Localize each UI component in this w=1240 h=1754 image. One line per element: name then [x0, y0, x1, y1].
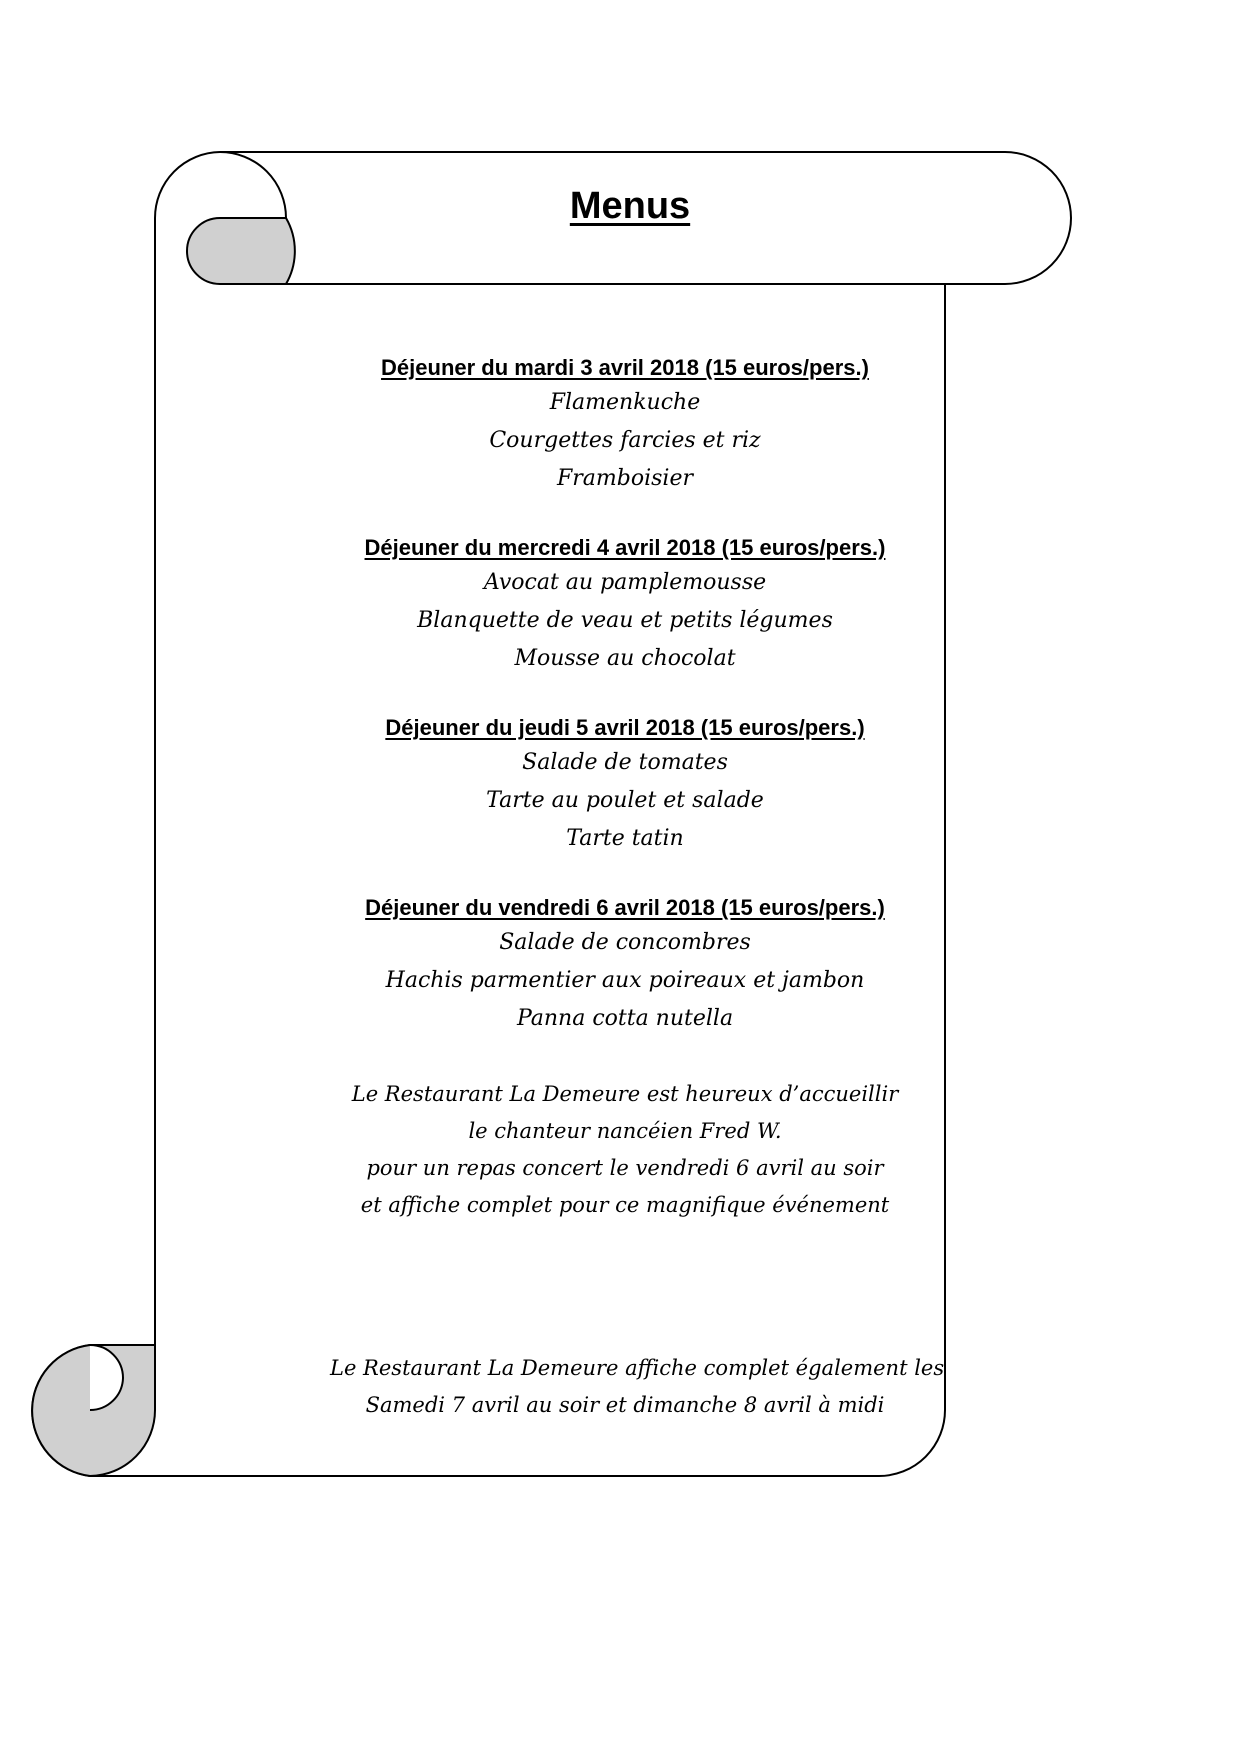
dish-starter: Salade de tomates: [522, 750, 728, 775]
dish-starter: Salade de concombres: [499, 930, 751, 955]
announcement-line: et affiche complet pour ce magnifique événement: [360, 1193, 890, 1217]
page-title: Menus: [569, 185, 691, 227]
concert-announcement: [330, 1076, 920, 1224]
menu-content: [330, 352, 920, 1224]
closing-line: Le Restaurant La Demeure affiche complet également les: [330, 1356, 945, 1380]
menu-day-wednesday: [330, 532, 920, 678]
scroll-top-curl: [187, 218, 295, 284]
announcement-line: le chanteur nancéien Fred W.: [468, 1119, 782, 1143]
dish-dessert: Mousse au chocolat: [514, 646, 736, 671]
dish-main: Hachis parmentier aux poireaux et jambon: [385, 968, 865, 993]
menu-day-tuesday: [330, 352, 920, 498]
scroll-top-roll: [155, 152, 220, 1345]
closing-line: Samedi 7 avril au soir et dimanche 8 avril à midi: [365, 1393, 885, 1417]
dish-starter: Flamenkuche: [549, 390, 701, 415]
dish-main: Blanquette de veau et petits légumes: [417, 608, 833, 633]
menu-heading: Déjeuner du mardi 3 avril 2018 (15 euros/pers.): [381, 355, 869, 380]
menu-day-thursday: [330, 712, 920, 858]
menu-heading: Déjeuner du jeudi 5 avril 2018 (15 euros/pers.): [385, 715, 865, 740]
menu-heading: Déjeuner du vendredi 6 avril 2018 (15 euros/pers.): [365, 895, 885, 920]
announcement-line: Le Restaurant La Demeure est heureux d’accueillir: [351, 1082, 899, 1106]
announcement-line: pour un repas concert le vendredi 6 avril au soir: [366, 1156, 884, 1180]
menu-heading: Déjeuner du mercredi 4 avril 2018 (15 euros/pers.): [364, 535, 886, 560]
dish-main: Courgettes farcies et riz: [489, 428, 761, 453]
dish-starter: Avocat au pamplemousse: [483, 570, 767, 595]
closing-note: [330, 1350, 945, 1424]
dish-dessert: Panna cotta nutella: [516, 1006, 734, 1031]
dish-dessert: Tarte tatin: [566, 826, 684, 851]
dish-main: Tarte au poulet et salade: [486, 788, 764, 813]
dish-dessert: Framboisier: [557, 466, 693, 491]
menu-day-friday: [330, 892, 920, 1038]
